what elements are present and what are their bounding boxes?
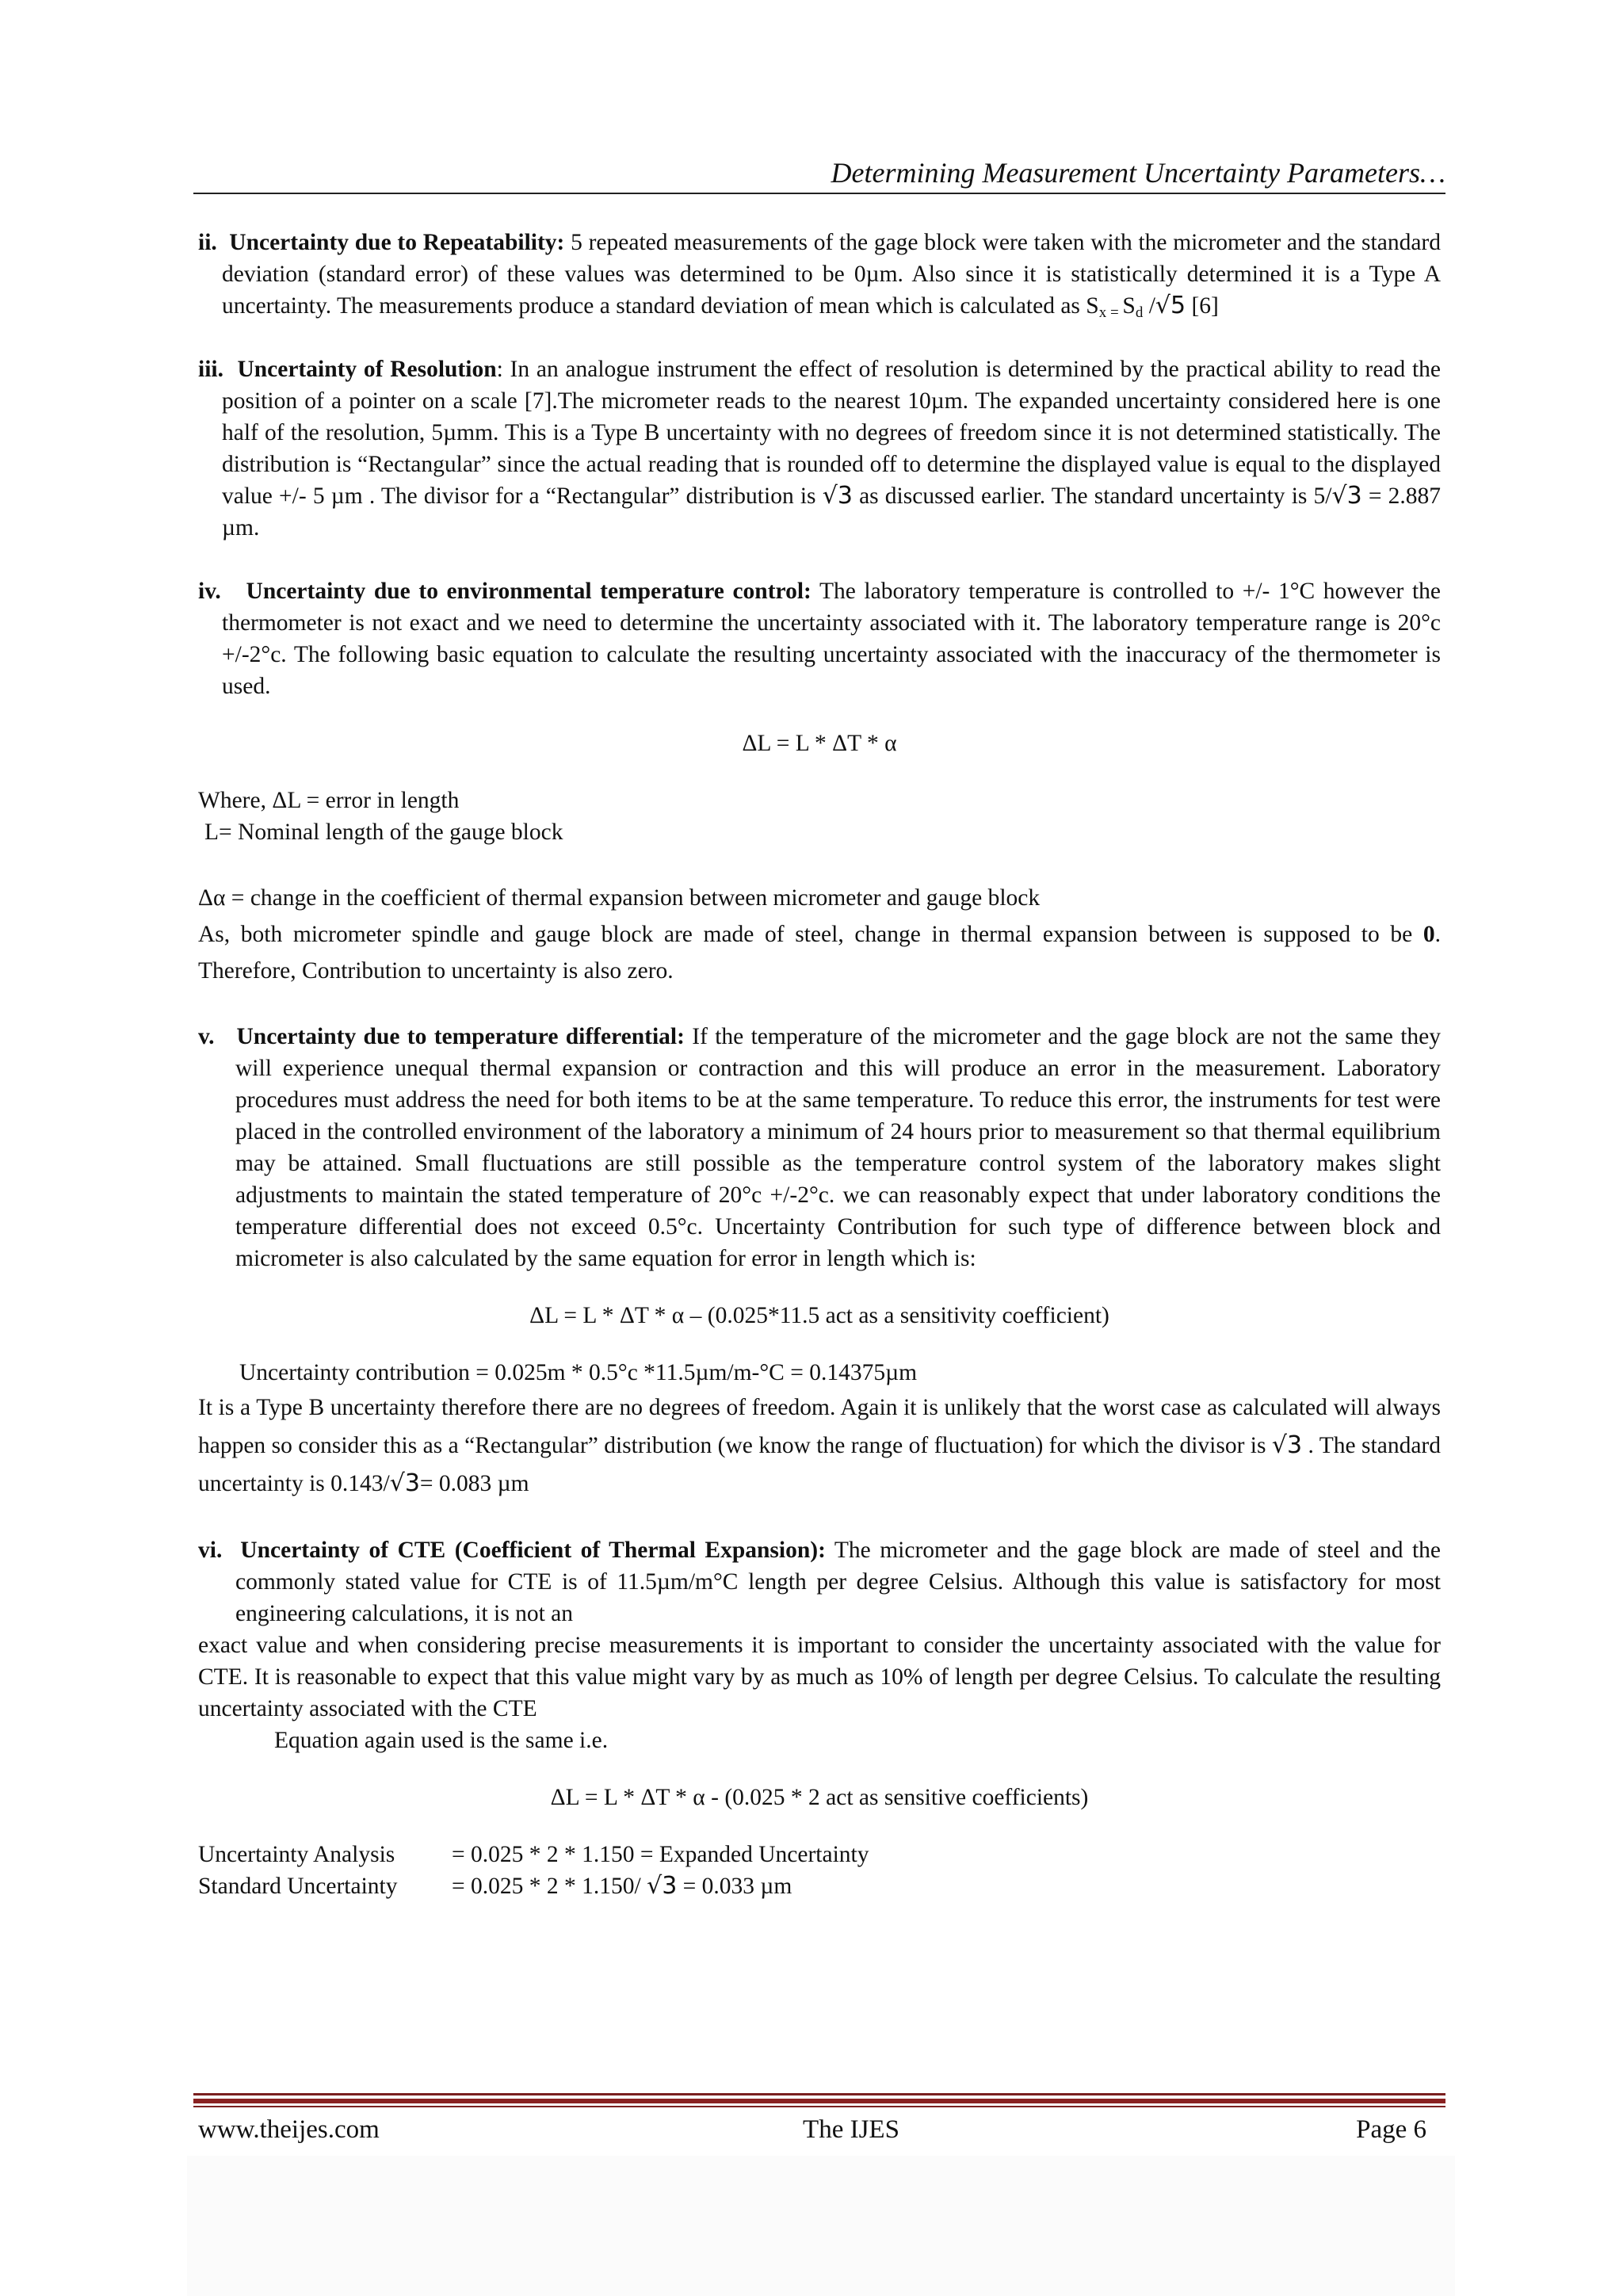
footer-journal: The IJES bbox=[803, 2115, 899, 2144]
footer-rule bbox=[193, 2106, 1445, 2107]
section-ii bbox=[198, 227, 1441, 322]
footer-website: www.theijes.com bbox=[198, 2115, 380, 2144]
section-title: Uncertainty of CTE (Coefficient of Thermal Expansion): bbox=[240, 1538, 826, 1563]
steel-text: As, both micrometer spindle and gauge block are made of steel, change in thermal expansion between is supposed to be bbox=[198, 922, 1423, 947]
square-root-symbol: √5 bbox=[1155, 292, 1186, 319]
type-b-text: It is a Type B uncertainty therefore there are no degrees of freedom. Again it is unlikely that the worst case as calculated will always happen so consider this as a “Rectangular” distribution (we know the range of fluctuation) for which the divisor is bbox=[198, 1395, 1441, 1458]
analysis-label: Uncertainty Analysis bbox=[198, 1842, 395, 1867]
section-title: Uncertainty due to Repeatability: bbox=[229, 230, 565, 255]
cte-continuation: exact value and when considering precise measurements it is important to consider the uncertainty associated with the value for CTE. It is reasonable to expect that this value might vary by as much as 10% of length per degree Celsius. To calculate the resulting uncertainty associated with the CTE bbox=[198, 1633, 1441, 1721]
subscript: d bbox=[1135, 304, 1144, 321]
footer-rule bbox=[193, 2093, 1445, 2095]
running-header: Determining Measurement Uncertainty Parameters… bbox=[831, 157, 1445, 189]
section-number: vi. bbox=[198, 1538, 223, 1563]
footer-rule bbox=[193, 2099, 1445, 2103]
square-root-symbol: √3 bbox=[647, 1872, 678, 1900]
bottom-shading bbox=[187, 2156, 1455, 2296]
square-root-symbol: √3 bbox=[1271, 1431, 1303, 1459]
section-vi bbox=[198, 1534, 1441, 1629]
square-root-symbol: √3 bbox=[1331, 482, 1362, 510]
main-content bbox=[198, 227, 1441, 1902]
alpha-line: Δα = change in the coefficient of thermal expansion between micrometer and gauge block bbox=[198, 885, 1041, 911]
standard-uncertainty-label: Standard Uncertainty bbox=[198, 1874, 398, 1899]
subscript: x = bbox=[1098, 304, 1123, 321]
nominal-length-line: L= Nominal length of the gauge block bbox=[204, 819, 563, 845]
section-body: : In an analogue instrument the effect of resolution is determined by the practical ability to read the position of a pointer on a scale [7].The micrometer reads to the nearest 10µm. The expanded uncertainty considered here is one half of the resolution, 5µmm. This is a Type B uncertainty with no degrees of freedom since it is not determined statistically. The distribution is “Rectangular” since the actual reading that is rounded off to determine the displayed value is equal to the displayed value +/- 5 µm . The divisor for a “Rectangular” distribution is bbox=[222, 357, 1442, 509]
header-rule bbox=[193, 193, 1445, 194]
square-root-symbol: √3 bbox=[389, 1469, 420, 1497]
contribution-line: Uncertainty contribution = 0.025m * 0.5°c *11.5µm/m-°C = 0.14375µm bbox=[239, 1360, 918, 1385]
footer-page-number: Page 6 bbox=[1356, 2115, 1426, 2144]
zero-value: 0 bbox=[1423, 922, 1435, 947]
steel-paragraph bbox=[198, 916, 1441, 989]
equation: ΔL = L * ΔT * α - (0.025 * 2 act as sensitive coefficients) bbox=[550, 1785, 1089, 1810]
citation: [6] bbox=[1186, 293, 1219, 319]
equation: ΔL = L * ΔT * α – (0.025*11.5 act as a sensitivity coefficient) bbox=[529, 1303, 1109, 1328]
type-b-paragraph bbox=[198, 1389, 1441, 1503]
where-line: Where, ΔL = error in length bbox=[198, 788, 460, 813]
section-iii bbox=[198, 353, 1441, 544]
section-number: iv. bbox=[198, 579, 221, 604]
steel-text: . Therefore, Contribution to uncertainty is also zero. bbox=[198, 922, 1441, 984]
type-b-text: . The standard uncertainty is 0.143/ bbox=[198, 1433, 1441, 1496]
equation: ΔL = L * ΔT * α bbox=[742, 731, 897, 756]
type-b-text: = 0.083 µm bbox=[419, 1471, 529, 1496]
section-title: Uncertainty of Resolution bbox=[237, 357, 497, 382]
section-body: If the temperature of the micrometer and the gage block are not the same they will experience unequal thermal expansion or contraction and this will produce an error in the measurement. Laboratory procedures must address the need for both items to be at the same temperature. To reduce this error, the instruments for test were placed in the controlled environment of the laboratory a minimum of 24 hours prior to measurement so that thermal equilibrium may be attained. Small fluctuations are still possible as the temperature control system of the laboratory makes slight adjustments to maintain the stated temperature of 20°c +/-2°c. we can reasonably expect that under laboratory conditions the temperature differential does not exceed 0.5°c. Uncertainty Contribution for such type of difference between block and micrometer is also calculated by the same equation for error in length which is: bbox=[235, 1024, 1441, 1271]
section-body: The laboratory temperature is controlled to +/- 1°C however the thermometer is not exact and we need to determine the uncertainty associated with it. The laboratory temperature range is 20°c +/-2°c. The following basic equation to calculate the resulting uncertainty associated with the inaccuracy of the thermometer is used. bbox=[222, 579, 1442, 699]
section-number: v. bbox=[198, 1024, 215, 1049]
section-body: = 2.887 µm. bbox=[222, 483, 1442, 541]
square-root-symbol: √3 bbox=[822, 482, 853, 510]
standard-uncertainty-line bbox=[198, 1870, 1441, 1902]
section-number: iii. bbox=[198, 357, 223, 382]
section-body: The micrometer and the gage block are made of steel and the commonly stated value for CTE is of 11.5µm/m°C length per degree Celsius. Although this value is satisfactory for most engineering calculations, it is not an bbox=[235, 1538, 1442, 1626]
standard-uncertainty-value: = 0.025 * 2 * 1.150/ bbox=[452, 1874, 647, 1899]
symbol: S bbox=[1122, 293, 1136, 319]
section-body: as discussed earlier. The standard uncertainty is 5/ bbox=[852, 483, 1332, 509]
section-body: 5 repeated measurements of the gage block were taken with the micrometer and the standard deviation (standard error) of these values was determined to be 0µm. Also since it is statistically determined it is a Type A uncertainty. The measurements produce a standard deviation of mean which is calculated as S bbox=[222, 230, 1441, 319]
analysis-line bbox=[198, 1839, 1441, 1870]
section-v bbox=[198, 1021, 1441, 1274]
equation-intro: Equation again used is the same i.e. bbox=[274, 1728, 609, 1753]
analysis-value: = 0.025 * 2 * 1.150 = Expanded Uncertainty bbox=[452, 1842, 869, 1867]
standard-uncertainty-value: = 0.033 µm bbox=[677, 1874, 792, 1899]
section-iv bbox=[198, 575, 1441, 702]
section-number: ii. bbox=[198, 230, 217, 255]
section-body: / bbox=[1143, 293, 1155, 319]
section-title: Uncertainty due to environmental temperature control: bbox=[246, 579, 812, 604]
section-title: Uncertainty due to temperature differential: bbox=[236, 1024, 685, 1049]
